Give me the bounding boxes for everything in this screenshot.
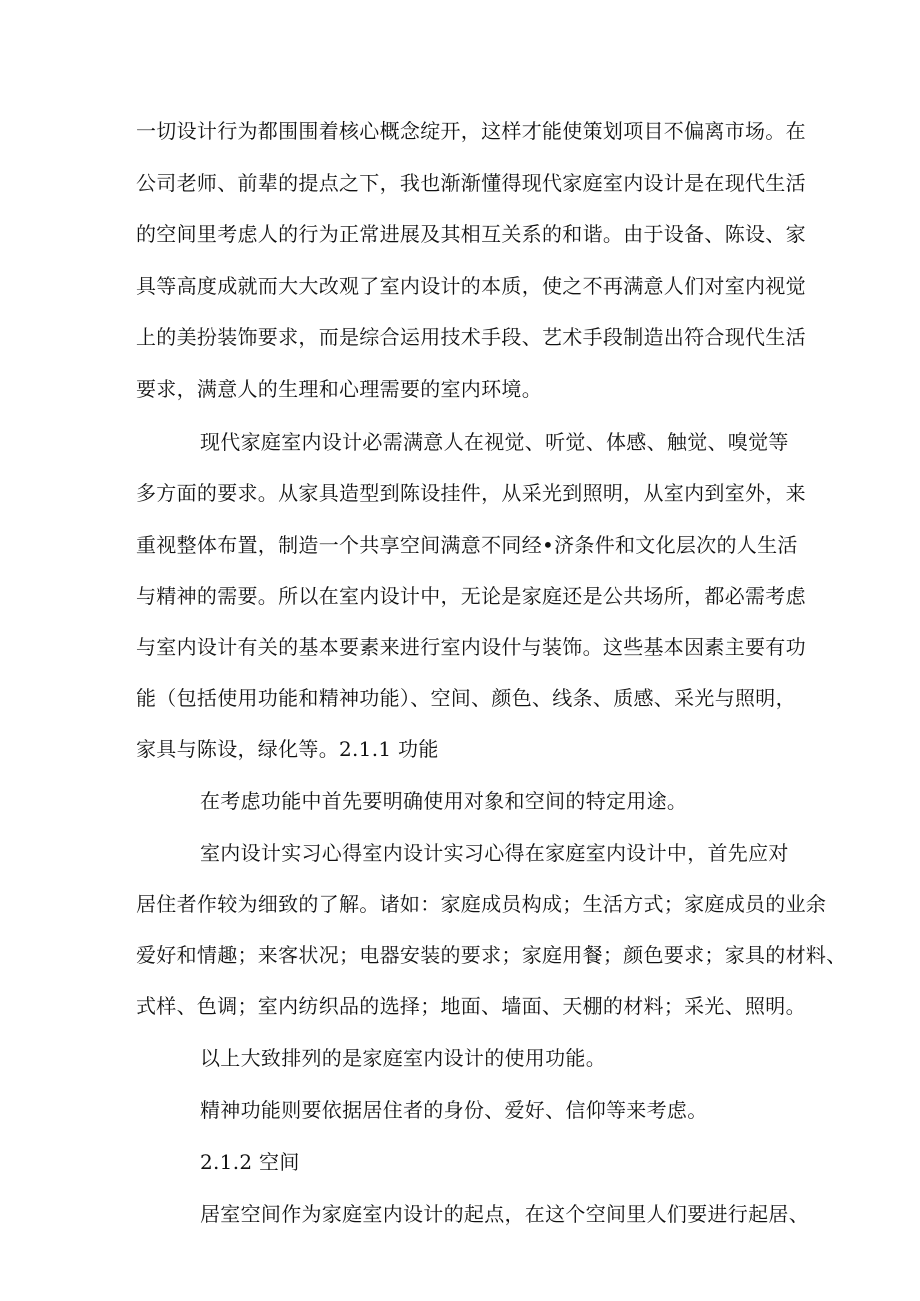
section-heading: 2.1.2 空间: [200, 1150, 300, 1174]
text-line: 多方面的要求。从家具造型到陈设挂件，从采光到照明，从室内到室外，来: [136, 481, 806, 505]
text-line: 与室内设计有关的基本要素来进行室内设什与装饰。这些基本因素主要有功: [136, 635, 806, 659]
paragraph-start-line: 室内设计实习心得室内设计实习心得在家庭室内设计中，首先应对: [200, 841, 789, 865]
text-line: 家具与陈设，绿化等。2.1.1 功能: [136, 737, 439, 761]
text-line: 与精神的需要。所以在室内设计中，无论是家庭还是公共场所，都必需考虑: [136, 584, 806, 608]
paragraph-start-line: 在考虑功能中首先要明确使用对象和空间的特定用途。: [200, 789, 688, 813]
paragraph-start-line: 居室空间作为家庭室内设计的起点，在这个空间里人们要进行起居、: [200, 1202, 809, 1226]
paragraph-start-line: 精神功能则要依据居住者的身份、爱好、信仰等来考虑。: [200, 1098, 708, 1122]
text-line: 能（包括使用功能和精神功能）、空间、颜色、线条、质感、采光与照明，: [136, 686, 796, 710]
text-line: 爱好和情趣；来客状况；电器安装的要求；家庭用餐；颜色要求；家具的材料、: [136, 943, 847, 967]
text-line: 式样、色调；室内纺织品的选择；地面、墙面、天棚的材料；采光、照明。: [136, 994, 806, 1018]
text-line: 具等高度成就而大大改观了室内设计的本质，使之不再满意人们对室内视觉: [136, 274, 806, 298]
paragraph-start-line: 以上大致排列的是家庭室内设计的使用功能。: [200, 1046, 606, 1070]
text-line: 公司老师、前辈的提点之下，我也渐渐懂得现代家庭室内设计是在现代生活: [136, 171, 806, 195]
text-line: 上的美扮装饰要求，而是综合运用技术手段、艺术手段制造出符合现代生活: [136, 325, 806, 349]
text-line: 要求，满意人的生理和心理需要的室内环境。: [136, 377, 542, 401]
text-line: 一切设计行为都围围着核心概念绽开，这样才能使策划项目不偏离市场。在: [136, 119, 806, 143]
paragraph-start-line: 现代家庭室内设计必需满意人在视觉、听觉、体感、触觉、嗅觉等: [200, 430, 789, 454]
text-line: 居住者作较为细致的了解。诸如：家庭成员构成；生活方式；家庭成员的业余: [136, 892, 827, 916]
text-line: 重视整体布置，制造一个共享空间满意不同经•济条件和文化层次的人生活: [136, 533, 798, 557]
text-line: 的空间里考虑人的行为正常进展及其相互关系的和谐。由于设备、陈设、家: [136, 222, 806, 246]
